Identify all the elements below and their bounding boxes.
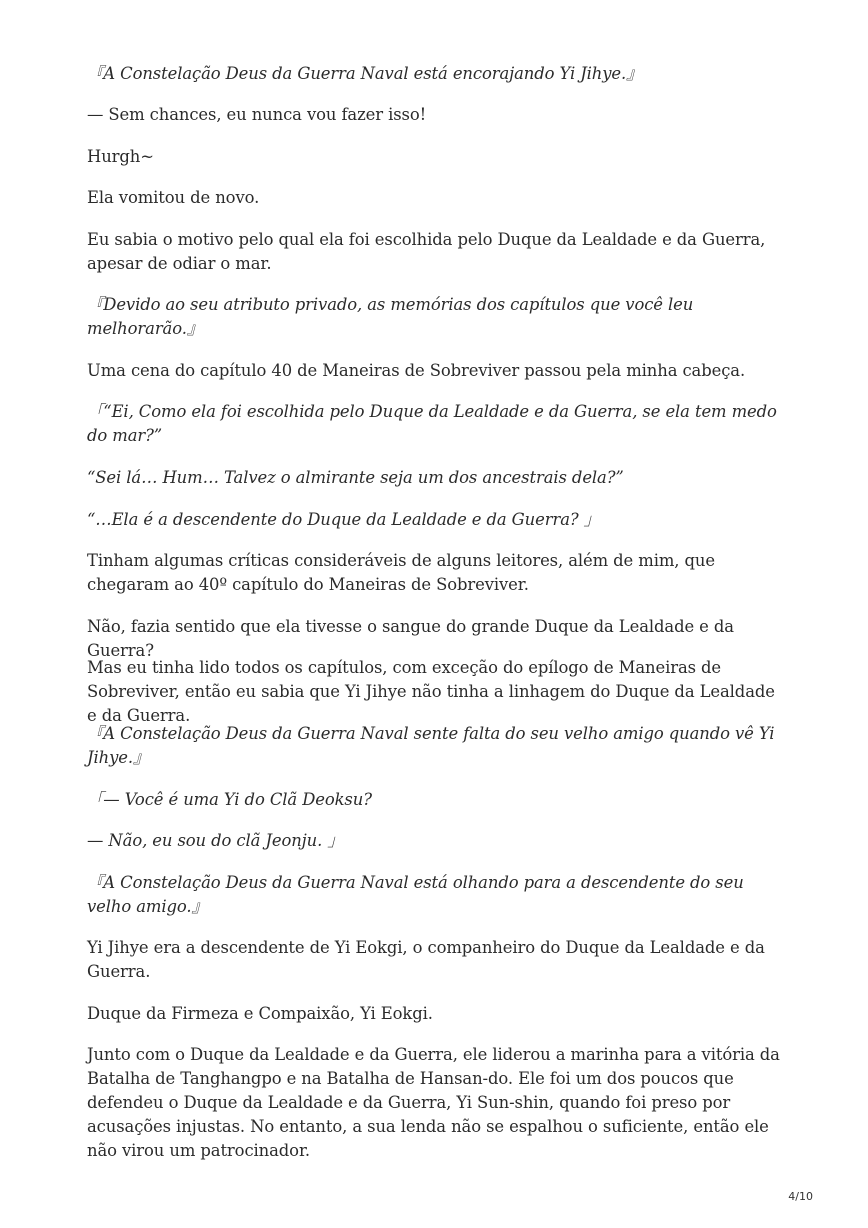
- paragraph-7: Uma cena do capítulo 40 de Maneiras de Sobreviver passou pela minha cabeça.: [87, 361, 746, 380]
- paragraph-18: Yi Jihye era a descendente de Yi Eokgi, o companheiro do Duque da Lealdade e da Guerra.: [87, 938, 765, 981]
- page-number: 4/10: [788, 1190, 813, 1203]
- paragraph-12: Não, fazia sentido que ela tivesse o sangue do grande Duque da Lealdade e da Guerra?: [87, 617, 734, 660]
- paragraph-17: 『A Constelação Deus da Guerra Naval está olhando para a descendente do seu velho amigo.』: [87, 873, 744, 916]
- paragraph-16: — Não, eu sou do clã Jeonju. 」: [87, 831, 344, 850]
- paragraph-15: 「— Você é uma Yi do Clã Deoksu?: [87, 790, 372, 809]
- paragraph-5: Eu sabia o motivo pelo qual ela foi escolhida pelo Duque da Lealdade e da Guerra, apesar de odiar o mar.: [87, 230, 766, 273]
- paragraph-2: — Sem chances, eu nunca vou fazer isso!: [87, 105, 427, 124]
- paragraph-13: Mas eu tinha lido todos os capítulos, com exceção do epílogo de Maneiras de Sobreviver, então eu sabia que Yi Jihye não tinha a linhagem do Duque da Lealdade e da Guerra.: [87, 658, 775, 725]
- paragraph-8: 「“Ei, Como ela foi escolhida pelo Duque da Lealdade e da Guerra, se ela tem medo do mar?”: [87, 402, 777, 445]
- paragraph-19: Duque da Firmeza e Compaixão, Yi Eokgi.: [87, 1004, 433, 1023]
- paragraph-4: Ela vomitou de novo.: [87, 188, 260, 207]
- paragraph-6: 『Devido ao seu atributo privado, as memórias dos capítulos que você leu melhorarão.』: [87, 295, 694, 338]
- paragraph-1: 『A Constelação Deus da Guerra Naval está encorajando Yi Jihye.』: [87, 64, 643, 83]
- paragraph-3: Hurgh~: [87, 147, 154, 166]
- paragraph-20: Junto com o Duque da Lealdade e da Guerra, ele liderou a marinha para a vitória da Batalha de Tanghangpo e na Batalha de Hansan-do. Ele foi um dos poucos que defendeu o Duque da Lealdade e da Guerra, Yi Sun-shin, quando foi preso por acusações injustas. No entanto, a sua lenda não se espalhou o suficiente, então ele não virou um patrocinador.: [87, 1045, 780, 1160]
- paragraph-9: “Sei lá… Hum… Talvez o almirante seja um dos ancestrais dela?”: [87, 468, 624, 487]
- paragraph-14: 『A Constelação Deus da Guerra Naval sente falta do seu velho amigo quando vê Yi Jihye.』: [87, 724, 775, 767]
- paragraph-11: Tinham algumas críticas consideráveis de alguns leitores, além de mim, que chegaram ao 40º capítulo do Maneiras de Sobreviver.: [87, 551, 715, 594]
- paragraph-10: “…Ela é a descendente do Duque da Lealdade e da Guerra? 」: [87, 510, 600, 529]
